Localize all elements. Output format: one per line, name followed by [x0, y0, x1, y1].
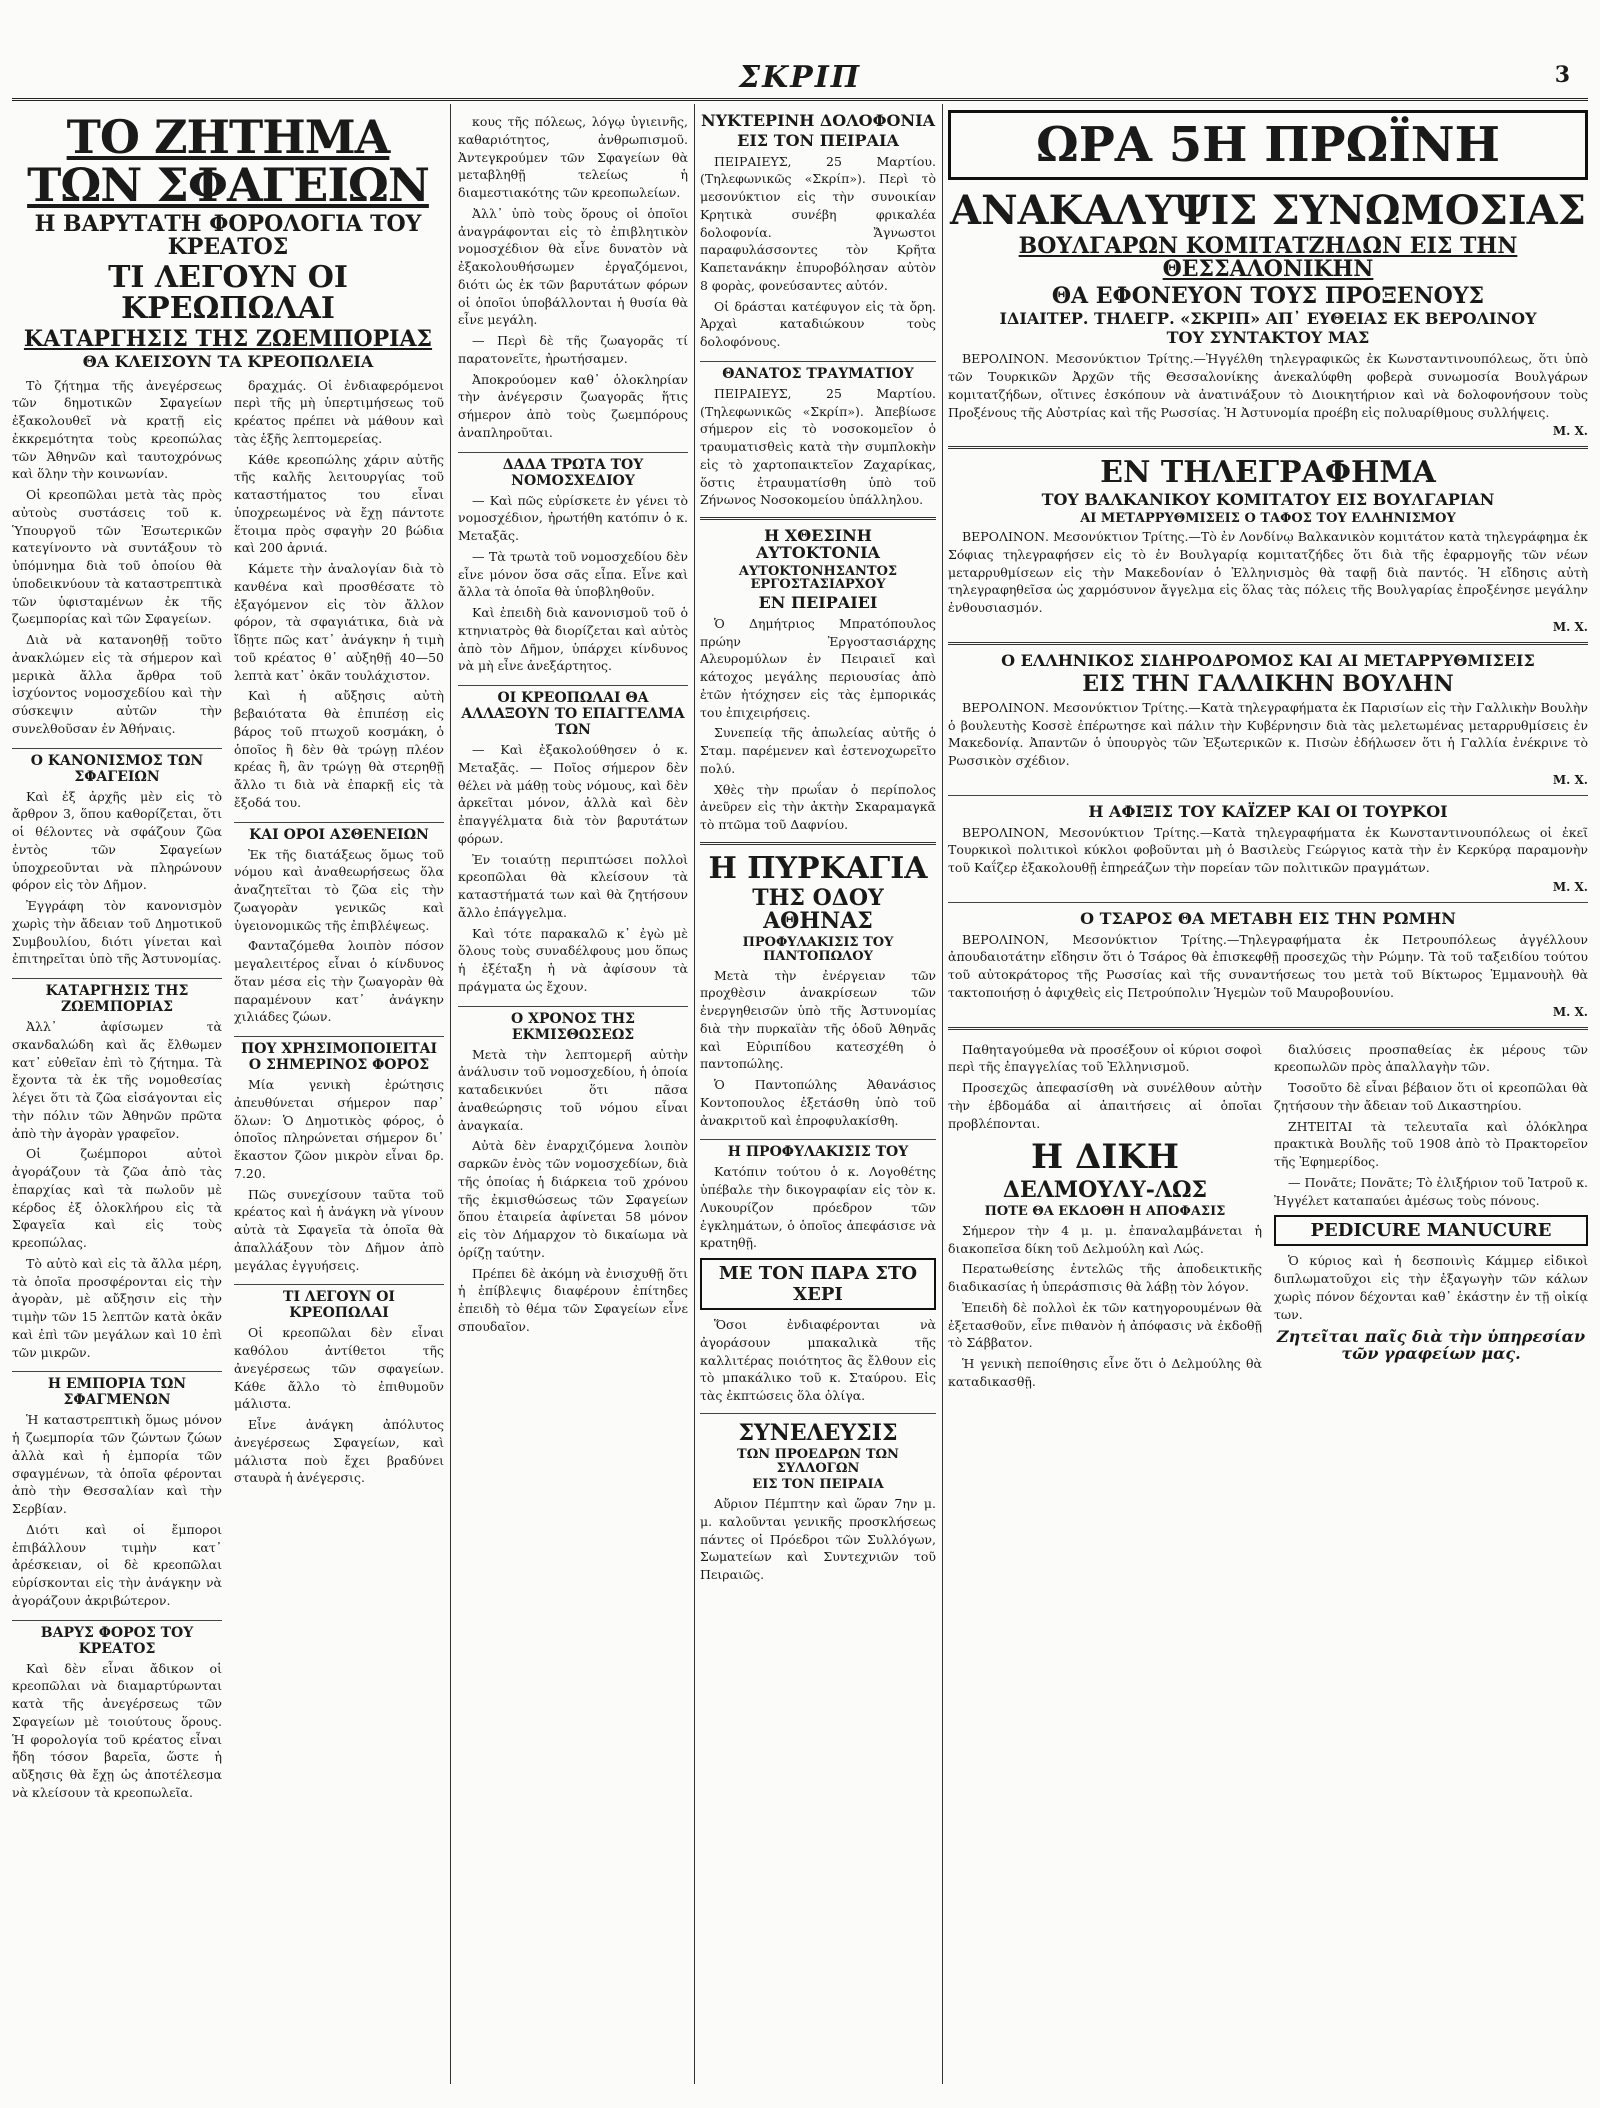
paragraph: Σήμερον τὴν 4 μ. μ. ἐπαναλαμβάνεται ἡ διακοπεῖσα δίκη τοῦ Δελμούλη καὶ Λώς.	[948, 1222, 1262, 1256]
advert-pedicure-text: Ὁ κύριος καὶ ἡ δεσποινὶς Κάμμερ εἰδικοὶ διπλωματοῦχοι εἰς τὴν ἐξαγωγὴν τῶν κάλων χωρὶς πόνον δέχονται καθ᾿ ἑκάστην ἐν τῇ οἰκίᾳ των.	[1274, 1253, 1588, 1322]
paragraph: Πῶς συνεχίσουν ταῦτα τοῦ κρέατος καὶ ἡ ἀνάγκη νὰ γίνουν αὐτὰ τὰ Σφαγεῖα τὰ ὁποῖα θὰ ἀπαλλάξουν τὸν Δῆμον ἀπὸ μεγάλας ἐγγυήσεις.	[234, 1186, 444, 1273]
section-heading: ΤΙ ΛΕΓΟΥΝ ΟΙ ΚΡΕΟΠΩΛΑΙ	[234, 1284, 444, 1321]
paragraph: ΒΕΡΟΛΙΝΟΝ, Μεσονύκτιον Τρίτης.—Κατὰ τηλεγραφήματα ἐκ Κωνσταντινουπόλεως οἱ ἐκεῖ Τουρκικοὶ πολιτικοὶ κύκλοι φοβοῦνται μὴ ὁ Βασιλεὺς Γεώργιος κατὰ τὴν ἐν Κερκύρᾳ παραμονὴν τοῦ Καΐζερ ἐξακολουθῇ ἐπηρεάζων τὴν πορείαν τῶν πολιτικῶν πραγμάτων.	[948, 824, 1588, 876]
headline-suicide-sub: ΑΥΤΟΚΤΟΝΗΣΑΝΤΟΣ ΕΡΓΟΣΤΑΣΙΑΡΧΟΥ	[738, 563, 898, 593]
headline-railway: Ο ΕΛΛΗΝΙΚΟΣ ΣΙΔΗΡΟΔΡΟΜΟΣ ΚΑΙ ΑΙ ΜΕΤΑΡΡΥΘΜΙΣΕΙΣ	[1001, 650, 1535, 670]
paragraph: Ἀλλ᾿ ὑπὸ τοὺς ὅρους οἱ ὁποῖοι ἀναγράφονται εἰς τὸ ἐπιβλητικὸν νομοσχέδιον θὰ εἶνε δυνατὸν νὰ ἐξακολουθήσωμεν ἐργαζόμενοι, διότι ὡς ἐκ τῶν βαρυτάτων φόρων οἱ ὁποῖοι ὑποβάλλονται ἡ θυσία θὰ εἶνε μεγάλη.	[458, 205, 688, 328]
paragraph: Παθηταγούμεθα νὰ προσέξουν οἱ κύριοι σοφοὶ περὶ τῆς ἐπαγγελίας τοῦ Ἑλληνισμοῦ.	[948, 1041, 1262, 1075]
paragraph: Καὶ τότε παρακαλῶ κ᾿ ἐγὼ μὲ ὅλους τοὺς συναδέλφους μου ὅπως ἡ ἐξέταξη ἡ νὰ ἀφίσουν τὰ πράγματα ὡς ἔχουν.	[458, 925, 688, 994]
subcolumn-right	[1274, 1038, 1588, 1394]
section-heading: ΘΑΝΑΤΟΣ ΤΡΑΥΜΑΤΙΟΥ	[700, 361, 936, 382]
section-heading: ΒΑΡΥΣ ΦΟΡΟΣ ΤΟΥ ΚΡΕΑΤΟΣ	[12, 1620, 222, 1657]
paragraph: ΒΕΡΟΛΙΝΟΝ. Μεσονύκτιον Τρίτης.—Ἠγγέλθη τηλεγραφικῶς ἐκ Κωνσταντινουπόλεως, ὅτι ὑπὸ τῶν Τουρκικῶν Ἀρχῶν τῆς Θεσσαλονίκης ἀνεκαλύφθη φοβερὰ συνωμοσία Βουλγάρων κομιτατζήδων, οἵτινες ἐσκόπουν νὰ ἀνατινάξουν τὸ Διοικητήριον καὶ νὰ δολοφονήσουν τοὺς Προξένους τῆς Αὐστρίας καὶ τῆς Ρωσσίας. Ἡ Ἀστυνομία προέβη εἰς πολυαρίθμους συλλήψεις.	[948, 351, 1588, 420]
paragraph: Πρέπει δὲ ἀκόμη νὰ ἐνισχυθῇ ὅτι ἡ ἐπίβλεψις διαφέρουν ἐπίτηδες ἐπειδὴ τὸ θέμα τῶν Σφαγείων εἶνε σπουδαῖον.	[458, 1265, 688, 1334]
paragraph: Τὸ αὐτὸ καὶ εἰς τὰ ἄλλα μέρη, τὰ ὁποῖα προσφέρονται εἰς τὴν ἀγορὰν, μὲ αὔξησιν εἰς τὴν τιμὴν τῶν 15 λεπτῶν κατὰ ὀκᾶν καὶ ἐπὶ τῶν μεγάλων καὶ 10 ἐπὶ τῶν μικρῶν.	[12, 1255, 222, 1360]
section-heading: ΟΙ ΚΡΕΟΠΩΛΑΙ ΘΑ ΑΛΛΑΞΟΥΝ ΤΟ ΕΠΑΓΓΕΛΜΑ ΤΩΝ	[458, 685, 688, 738]
subcolumn-left	[12, 374, 222, 1805]
paragraph: Ὅσοι ἐνδιαφέρονται νὰ ἀγοράσουν μπακαλικὰ τῆς καλλιτέρας ποιότητος ἂς ἔλθουν εἰς τὸ μπακάλικο τοῦ κ. Σταύρου. Εἰς τὰς ἐκπτώσεις ὅλα ὀλίγα.	[700, 1317, 936, 1404]
paragraph: — Καὶ ἐξακολούθησεν ὁ κ. Μεταξᾶς. — Ποῖος σήμερον δὲν θέλει νὰ μάθῃ τοὺς νόμους, καὶ δὲν ἀρκεῖται μόνον, ἀλλὰ καὶ δὲν ἐπαγγέλματα διὰ τὸν βαρυτάτων φόρων.	[458, 742, 688, 846]
headline-correspondent: ΤΟΥ ΣΥΝΤΑΚΤΟΥ ΜΑΣ	[1166, 328, 1370, 348]
paragraph: Χθὲς τὴν πρωΐαν ὁ περίπολος ἀνεῦρεν εἰς τὴν ἀκτὴν Σκαραμαγκᾶ τὸ πτῶμα τοῦ Δαφνίου.	[700, 781, 936, 833]
column-divider	[694, 104, 695, 2084]
paragraph: Συνεπείᾳ τῆς ἀπωλείας αὐτῆς ὁ Σταμ. παρέμενεν καὶ ἐστενοχωρεῖτο πολύ.	[700, 725, 936, 776]
paragraph: Οἱ δράσται κατέφυγον εἰς τὰ ὄρη. Ἀρχαὶ καταδιώκουν τοὺς δολοφόνους.	[700, 298, 936, 350]
headline-trial-sub: ΠΟΤΕ ΘΑ ΕΚΔΟΘΗ Η ΑΠΟΦΑΣΙΣ	[984, 1204, 1226, 1220]
divider	[700, 517, 936, 520]
paragraph: Καὶ ἐξ ἀρχῆς μὲν εἰς τὸ ἄρθρον 3, ὅπου καθορίζεται, ὅτι οἱ θέλοντες νὰ σφάζουν ζῶα ἐντὸς τῶν Σφαγείων ὑποχρεοῦνται νὰ πληρώνουν φόρον εἰς τὸν Δῆμον.	[12, 788, 222, 893]
section-heading: Ο ΧΡΟΝΟΣ ΤΗΣ ΕΚΜΙΣΘΩΣΕΩΣ	[458, 1006, 688, 1043]
paragraph: Ὁ Δημήτριος Μπρατόπουλος πρώην Ἐργοστασιάρχης Αλευρομύλων ἐν Πειραιεῖ καὶ κάτοχος μεγάλης περιουσίας ἀπὸ ἐτῶν ἠτόχησεν εἰς τὰς ἐμπορικάς του ἐπιχειρήσεις.	[700, 615, 936, 720]
deck-butchers-say: ΤΙ ΛΕΓΟΥΝ ΟΙ ΚΡΕΩΠΩΛΑΙ	[108, 259, 348, 327]
headline-suicide-place: ΕΝ ΠΕΙΡΑΙΕΙ	[758, 592, 878, 612]
byline: Μ. Χ.	[1552, 424, 1588, 439]
advert-wanted: Ζητεῖται παῖς διὰ τὴν ὑπηρεσίαν τῶν γραφείων μας.	[1276, 1327, 1586, 1364]
section-heading: ΠΟΥ ΧΡΗΣΙΜΟΠΟΙΕΙΤΑΙ Ο ΣΗΜΕΡΙΝΟΣ ΦΟΡΟΣ	[234, 1036, 444, 1073]
paragraph: Διότι καὶ οἱ ἔμποροι ἐπιβάλλουν τιμὴν κατ᾿ ἀρέσκειαν, οἱ δὲ κρεοπῶλαι εὑρίσκονται εἰς τὴν ἀνάγκην νὰ ἀγοράζουν ἀκριβώτερον.	[12, 1521, 222, 1608]
divider	[700, 842, 936, 845]
advert-pedicure-title: PEDICURE MANUCURE	[1274, 1215, 1588, 1246]
divider	[700, 1413, 936, 1414]
paragraph: Ἡ γενικὴ πεποίθησις εἶνε ὅτι ὁ Δελμούλης θὰ καταδικασθῇ.	[948, 1356, 1262, 1389]
masthead	[0, 58, 1600, 98]
byline: Μ. Χ.	[1552, 772, 1588, 787]
deck-abolition: ΚΑΤΑΡΓΗΣΙΣ ΤΗΣ ΖΩΕΜΠΟΡΙΑΣ	[23, 325, 433, 352]
paragraph: Αὐτὰ δὲν ἐναρχιζόμενα λοιπὸν σαρκῶν ἐνὸς τῶν νομοσχεδίων, διὰ τῆς ὁποίας ἡ διάρκεια τοῦ χρόνου τῆς ἐκμισθώσεως τῶν Σφαγείων ὅπου ἐταιρεία ἀφίνεται 58 μόνον εἰς τὸν Δήμαρχον τὸ δικαίωμα νὰ ὁρίζῃ ταύτην.	[458, 1138, 688, 1260]
headline-assembly-place: ΕΙΣ ΤΟΝ ΠΕΙΡΑΙΑ	[752, 1477, 884, 1493]
paragraph: Προσεχῶς ἀπεφασίσθη νὰ συνέλθουν αὐτὴν τὴν ἑβδομάδα αἱ ἀπαιτήσεις αἱ ὁποῖαι προβλέπονται.	[948, 1080, 1262, 1131]
headline-reforms: ΑΙ ΜΕΤΑΡΡΥΘΜΙΣΕΙΣ Ο ΤΑΦΟΣ ΤΟΥ ΕΛΛΗΝΙΣΜΟΥ	[1080, 510, 1456, 526]
headline-consuls: ΘΑ ΕΦΟΝΕΥΟΝ ΤΟΥΣ ΠΡΟΞΕΝΟΥΣ	[1051, 282, 1485, 309]
paragraph: Αὔριον Πέμπτην καὶ ὥραν 7ην μ. μ. καλοῦνται γενικῆς προσκλήσεως πάντες οἱ Πρόεδροι τῶν Συλλόγων, Σωματείων καὶ Συντεχνιῶν τοῦ Πειραιῶς.	[700, 1496, 936, 1582]
headline-trial-names: ΔΕΛΜΟΥΛΥ-ΛΩΣ	[1002, 1177, 1208, 1204]
divider	[948, 446, 1588, 449]
headline-suicide: Η ΧΘΕΣΙΝΗ ΑΥΤΟΚΤΟΝΙΑ	[756, 526, 880, 562]
paragraph: Ὁ Παντοπώλης Ἀθανάσιος Κοντοπουλος ἐξετάσθη ὑπὸ τοῦ ἀνακριτοῦ καὶ ἐπροφυλακίσθη.	[700, 1077, 936, 1128]
paragraph: ΠΕΙΡΑΙΕΥΣ, 25 Μαρτίου. (Τηλεφωνικῶς «Σκρίπ»). Ἀπεβίωσε σήμερον εἰς τὸ νοσοκομεῖον ὁ τραυματισθεὶς κατὰ τὴν συμπλοκὴν εἰς τὸ χαρτοπαικτεῖον Ζαχαρίκας, ὅστις ἐτραυματίσθη ὑπὸ τοῦ Ζήνωνος Νοσοκομείου ὑπάλληλου.	[700, 385, 936, 508]
paragraph: Οἱ ζωέμποροι αὐτοὶ ἀγοράζουν τὰ ζῶα ἀπὸ τὰς ἐπαρχίας καὶ τὰ πωλοῦν μὲ κέρδος ἐξ ὁλοκλήρου εἰς τὰ Σφαγεῖα καὶ εἰς τοὺς κρεοπώλας.	[12, 1146, 222, 1251]
paragraph: Ἡ καταστρεπτικὴ ὅμως μόνον ἡ ζωεμπορία τῶν ζώντων ζώων ἀλλὰ καὶ ἡ ἐμπορία τῶν σφαγμένων, τὰ ὁποῖα φέρονται ἀπὸ τὴν Θεσσαλίαν καὶ τὴν Σερβίαν.	[12, 1412, 222, 1517]
section-heading: Η ΠΡΟΦΥΛΑΚΙΣΙΣ ΤΟΥ	[700, 1139, 936, 1160]
column-piraeus-news	[700, 110, 936, 1587]
headline-kaiser: Η ΑΦΙΞΙΣ ΤΟΥ ΚΑΪΖΕΡ ΚΑΙ ΟΙ ΤΟΥΡΚΟΙ	[1088, 801, 1448, 821]
divider	[948, 795, 1588, 796]
paragraph: Καὶ ἡ αὔξησις αὐτὴ βεβαιότατα θὰ ἐπιπέσῃ εἰς βάρος τοῦ πτωχοῦ κοσμάκη, ὁ ὁποῖος ἢ δὲν θὰ τρώγῃ πλέον κρέας ἢ, ἂν τρώγῃ θὰ στερηθῇ ἄλλο τι διὰ νὰ ἐπαρκῇ εἰς τὰ ἔξοδά του.	[234, 688, 444, 810]
headline-telegram-sub: ΤΟΥ ΒΑΛΚΑΝΙΚΟΥ ΚΟΜΙΤΑΤΟΥ ΕΙΣ ΒΟΥΛΓΑΡΙΑΝ	[1041, 489, 1495, 509]
paragraph: Εἶνε ἀνάγκη ἀπόλυτος ἀνεγέρσεως Σφαγείων, καὶ μάλιστα ποὺ ἔχει βραδύνει σταυρὰ ἡ ἀνέγερσις.	[234, 1417, 444, 1486]
column-continuation	[458, 110, 688, 1339]
paragraph: — Πονᾶτε; Πονᾶτε; Τὸ ἐλιξήριον τοῦ Ἰατροῦ κ. Ἠγγέλετ καταπαύει ἀμέσως τοὺς πόνους.	[1274, 1174, 1588, 1208]
subcolumn-left	[948, 1038, 1262, 1394]
column-telegrams	[948, 110, 1588, 1394]
headline-fire-sub: ΠΡΟΦΥΛΑΚΙΣΙΣ ΤΟΥ ΠΑΝΤΟΠΩΛΟΥ	[742, 935, 894, 965]
paragraph: ΒΕΡΟΛΙΝΟΝ. Μεσονύκτιον Τρίτης.—Κατὰ τηλεγραφήματα ἐκ Παρισίων εἰς τὴν Γαλλικὴν Βουλὴν ὁ βουλευτὴς Κοσσὲ ἐπέρωτησε καὶ πάλιν τὴν Κυβέρνησιν διὰ τὰς μελετωμένας μεταρρυθμίσεις ἐν Μακεδονίᾳ. Ἀπαντῶν ὁ ὑπουργὸς τῶν Ἐξωτερικῶν κ. Πισὼν ἐδήλωσεν ὅτι ἡ Γαλλία ἐνέκρινε τὸ Ρωσσικὸν σχέδιον.	[948, 699, 1588, 769]
paragraph: Καὶ δὲν εἶναι ἄδικον οἱ κρεοπῶλαι νὰ διαμαρτύρωνται κατὰ τῆς ἀνεγέρσεως τῶν Σφαγείων μὲ τοιούτους ὅρους. Ἡ φορολογία τοῦ κρέατος εἶναι ἤδη τόσον βαρεῖα, ὥστε ἡ αὔξησις θὰ ἔχῃ ὡς ἀποτέλεσμα νὰ κλείσουν τὰ κρεοπωλεῖα.	[12, 1660, 222, 1800]
headline-conspiracy: ΑΝΑΚΑΛΥΨΙΣ ΣΥΝΩΜΟΣΙΑΣ	[950, 187, 1586, 235]
headline-telegram: ΕΝ ΤΗΛΕΓΡΑΦΗΜΑ	[1100, 455, 1436, 491]
late-news-banner	[948, 110, 1588, 180]
paragraph: Ἐπειδὴ δὲ πολλοὶ ἐκ τῶν κατηγορουμένων θὰ ἐξετασθοῦν, εἶνε πιθανὸν ἡ ἀπόφασις νὰ ἐκδοθῇ τὸ Σάββατον.	[948, 1299, 1262, 1351]
paragraph: Τοσοῦτο δὲ εἶναι βέβαιον ὅτι οἱ κρεοπῶλαι θὰ ζητήσουν τὴν ἄδειαν τοῦ Δικαστηρίου.	[1274, 1080, 1588, 1113]
paragraph: Καὶ ἐπειδὴ διὰ κανονισμοῦ τοῦ ὁ κτηνιατρὸς θὰ διορίζεται καὶ αὐτὸς ἀπὸ τὸν Δῆμον, ὑπάρχει κίνδυνος νὰ μὴ εἶνε ἀνεξάρτητος.	[458, 605, 688, 674]
paragraph: Μία γενικὴ ἐρώτησις ἀπευθύνεται σήμερον παρ᾿ ὅλων: Ὁ Δημοτικὸς φόρος, ὁ ὁποῖος πληρώνεται σήμερον δι᾿ ἕκαστον ζῶον μικρὸν εἶναι δρ. 7.20.	[234, 1077, 444, 1181]
byline: Μ. Χ.	[1552, 1004, 1588, 1019]
paragraph: ΒΕΡΟΛΙΝΟΝ, Μεσονύκτιον Τρίτης.—Τηλεγραφήματα ἐκ Πετρουπόλεως ἀγγέλλουν ἀπουδαιοτάτην εἴδησιν ὅτι ὁ Τσάρος θὰ ἐπισκεφθῇ προσεχῶς τὴν Ρώμην. Τὰ τοῦ ταξειδίου τούτου τοῦ αὐτοκράτορος τῆς Ρωσσίας καὶ τῆς συναντήσεως του μετὰ τοῦ Βίκτωρος Ἐμμανουὴλ θὰ τακτοποιήσῃ ὁ ἀφιχθεὶς εἰς Πετρούπολιν Ἡγεμὼν τοῦ Μαυροβουνίου.	[948, 931, 1588, 1000]
paragraph: κους τῆς πόλεως, λόγῳ ὑγιεινῆς, καθαριότητος, ἀνθρωπισμοῦ. Ἀντεγκρούμεν τῶν Σφαγείων θὰ μεταβληθῇ τελείως ἡ διαμεστιακότης τῶν κρεοπωλείων.	[458, 114, 688, 200]
paragraph: Περατωθείσης ἐντελῶς τῆς ἀποδεικτικῆς διαδικασίας ἡ ὑπεράσπισις θὰ λάβῃ τὸν λόγον.	[948, 1261, 1262, 1295]
divider	[948, 1027, 1588, 1030]
divider	[948, 902, 1588, 903]
paragraph: διαλύσεις προσπαθείας ἐκ μέρους τῶν κρεοπωλῶν πρὸς ἀπαλλαγὴν τῶν.	[1274, 1041, 1588, 1075]
paragraph: — Περὶ δὲ τῆς ζωαγορᾶς τί παρατονεῖτε, ἠρωτήσαμεν.	[458, 333, 688, 366]
column-divider	[450, 104, 451, 2084]
headline-fire: Η ΠΥΡΚΑΓΙΑ	[708, 850, 928, 886]
paragraph: Ἀποκρούομεν καθ᾿ ὁλοκληρίαν τὴν ἀνέγερσιν ζωαγορᾶς ἥτις σήμερον ἀπὸ τοὺς ζωεμπόρους ἀναπληροῦται.	[458, 371, 688, 440]
section-heading: ΚΑΙ ΟΡΟΙ ΑΣΘΕΝΕΙΩΝ	[234, 822, 444, 843]
headline-railway-sub: ΕΙΣ ΤΗΝ ΓΑΛΛΙΚΗΝ ΒΟΥΛΗΝ	[1082, 670, 1454, 697]
headline-night-murder: ΝΥΚΤΕΡΙΝΗ ΔΟΛΟΦΟΝΙΑ	[701, 111, 935, 130]
paragraph: Τὸ ζήτημα τῆς ἀνεγέρσεως τῶν δημοτικῶν Σφαγείων ἐξακολουθεῖ νὰ κρατῇ εἰς ἐκκρεμότητα τοὺς κρεοπώλας τῶν Ἀθηνῶν καὶ ταυτοχρόνως καὶ ὅλην τὴν κοινωνίαν.	[12, 377, 222, 482]
paragraph: Διὰ νὰ κατανοηθῇ τοῦτο ἀνακλώμεν εἰς τὰ σήμερον καὶ μερικὰ ἄλλα ἄρθρα τοῦ ἰσχύοντος νομοσχεδίου καὶ τὴν σύσκεψιν αὐτῶν τὴν συνελθοῦσαν ἐν Ἀθήναις.	[12, 632, 222, 736]
paragraph: ΒΕΡΟΛΙΝΟΝ. Μεσονύκτιον Τρίτης.—Τὸ ἐν Λονδίνῳ Βαλκανικὸν κομιτάτον κατὰ τηλεγράφημα ἐκ Σόφιας τηλεγραφήσεν εἰς τὸ ἐν Βουλγαρίᾳ κομιτατζήδες ὅτι διὰ τῆς ἐφαρμογῆς τῶν νέων μεταρρυθμίσεων εἰς τὴν Μακεδονίαν ὁ Ἑλληνισμὸς θὰ ταφῇ διὰ παντός. Ἡ εἴδησις αὐτὴ τηλεγραφηθεῖσα ὡς χαρμόσυνον ἄγγελμα εἰς ὅλας τὰς πόλεις τῆς Βουλγαρίας ἐπροξένησε μεγάλην ἐνθουσιασμόν.	[948, 529, 1588, 616]
paragraph: — Καὶ πῶς εὑρίσκετε ἐν γένει τὸ νομοσχέδιον, ἠρωτήθη κατόπιν ὁ κ. Μεταξᾶς.	[458, 492, 688, 543]
subcolumn-right	[234, 374, 444, 1805]
paragraph: ΖΗΤΕΙΤΑΙ τὰ τελευταῖα καὶ ὁλόκληρα πρακτικὰ Βουλῆς τοῦ 1908 ἀπὸ τὸ Πρακτορεῖον τῆς Ἐφημερίδος.	[1274, 1118, 1588, 1170]
paragraph: Μετὰ τὴν ἐνέργειαν τῶν προχθὲσιν ἀνακρίσεων τῶν ἐνεργηθεισῶν ὑπὸ τῆς Ἀστυνομίας διὰ τὴν πυρκαϊὰν τῆς ὁδοῦ Ἀθηνᾶς καὶ Εὐριπίδου κατεσχέθη ὁ παντοπώλης.	[700, 967, 936, 1072]
headline-conspiracy-sub: ΒΟΥΛΓΑΡΩΝ ΚΟΜΙΤΑΤΖΗΔΩΝ ΕΙΣ ΤΗΝ ΘΕΣΣΑΛΟΝΙΚΗΝ	[1018, 233, 1518, 283]
section-heading: ΔΑΔΑ ΤΡΩΤΑ ΤΟΥ ΝΟΜΟΣΧΕΔΙΟΥ	[458, 452, 688, 489]
section-heading: ΚΑΤΑΡΓΗΣΙΣ ΤΗΣ ΖΩΕΜΠΟΡΙΑΣ	[12, 978, 222, 1015]
headline-assembly-sub: ΤΩΝ ΠΡΟΕΔΡΩΝ ΤΩΝ ΣΥΛΛΟΓΩΝ	[737, 1447, 899, 1476]
headline-tsar: Ο ΤΣΑΡΟΣ ΘΑ ΜΕΤΑΒΗ ΕΙΣ ΤΗΝ ΡΩΜΗΝ	[1080, 908, 1456, 928]
masthead-rule	[12, 98, 1588, 101]
headline-night-murder-sub: ΕΙΣ ΤΟΝ ΠΕΙΡΑΙΑ	[737, 130, 899, 150]
paragraph: Κάθε κρεοπώλης χάριν αὐτῆς τῆς καλῆς λειτουργίας τοῦ καταστήματος του εἶναι ὑποχρεωμένος νὰ ἔχῃ πάντοτε ἕτοιμα πρὸς σφαγὴν 20 βώδια καὶ 200 ἀρνιά.	[234, 451, 444, 556]
paragraph: Μετὰ τὴν λεπτομερῆ αὐτὴν ἀνάλυσιν τοῦ νομοσχεδίου, ἡ ὁποία καταδεικνύει ὅτι πᾶσα ἀναθεώρησις τοῦ νόμου εἶναι ἀναγκαία.	[458, 1046, 688, 1133]
paragraph: ΠΕΙΡΑΙΕΥΣ, 25 Μαρτίου. (Τηλεφωνικῶς «Σκρίπ»). Περὶ τὸ μεσονύκτιον εἰς τὴν συνοικίαν Κρητικὰ συνέβη φρικαλέα δολοφονία. Ἄγνωστοι παραφυλάσσοντες τὸν Κρῆτα Καπετανάκην ἐπυροβόλησαν αὐτὸν 8 φορὰς, φονεύσαντες αὐτόν.	[700, 153, 936, 293]
paragraph: Ἀλλ᾿ ἀφίσωμεν τὰ σκανδαλώδη καὶ ἄς ἔλθωμεν κατ᾿ εὐθεῖαν ἐπὶ τὸ ζήτημα. Τὰ ἔχοντα τὰ ἐκ τῆς νομοθεσίας λέγει ὅτι τὰ ζῶα εἰσάγονται εἰς τὴν πόλιν τῶν Ἀθηνῶν πρῶτα ἀπὸ τὴν ἀγορὰν γραφεῖον.	[12, 1019, 222, 1141]
headline-advert: ΜΕ ΤΟΝ ΠΑΡΑ ΣΤΟ ΧΕΡΙ	[700, 1258, 936, 1310]
newspaper-title: ΣΚΡΙΠ	[738, 60, 862, 95]
section-heading: Ο ΚΑΝΟΝΙΣΜΟΣ ΤΩΝ ΣΦΑΓΕΙΩΝ	[12, 748, 222, 785]
headline-telegram-source: ΙΔΙΑΙΤΕΡ. ΤΗΛΕΓΡ. «ΣΚΡΙΠ» ΑΠ᾿ ΕΥΘΕΙΑΣ ΕΚ ΒΕΡΟΛΙΝΟΥ	[999, 308, 1537, 328]
deck-shops-close: ΘΑ ΚΛΕΙΣΟΥΝ ΤΑ ΚΡΕΟΠΩΛΕΙΑ	[82, 351, 374, 371]
section-heading: Η ΕΜΠΟΡΙΑ ΤΩΝ ΣΦΑΓΜΕΝΩΝ	[12, 1371, 222, 1408]
headline-slaughterhouses: ΤΟ ΖΗΤΗΜΑ ΤΩΝ ΣΦΑΓΕΙΩΝ	[27, 110, 429, 213]
paragraph: Ἐγγράφη τὸν κανονισμὸν χωρὶς τὴν ἄδειαν τοῦ Δημοτικοῦ Συμβουλίου, διότι γίνεται καὶ ἐπιτηρεῖται ὑπὸ τῆς Ἀστυνομίας.	[12, 898, 222, 967]
column-slaughterhouses	[12, 110, 444, 1805]
paragraph: Φανταζόμεθα λοιπὸν πόσον μεγαλειτέρος εἶναι ὁ κίνδυνος ὅταν μέσα εἰς τὴν ζωαγορὰν θὰ παραμένουν κατ᾿ ἀνάγκην χιλιάδες ζώων.	[234, 938, 444, 1025]
paragraph: Ἐκ τῆς διατάξεως ὅμως τοῦ νόμου καὶ ἀναθεωρήσεως ὅλα ἀναζητεῖται τὸ ζῶα εἰς τὴν ζωαγορὰν γενικῶς καὶ ὑγειονομικῶς τῆς ἐπιβλέψεως.	[234, 846, 444, 933]
paragraph: δραχμάς. Οἱ ἐνδιαφερόμενοι περὶ τῆς μὴ ὑπερτιμήσεως τοῦ κρέατος πρέπει νὰ μάθουν καὶ τὰς ἑξῆς λεπτομερείας.	[234, 377, 444, 446]
headline-assembly: ΣΥΝΕΛΕΥΣΙΣ	[738, 1419, 898, 1446]
paragraph: Ἐν τοιαύτῃ περιπτώσει πολλοὶ κρεοπῶλαι θὰ κλείσουν τὰ καταστήματά των καὶ θὰ ζητήσουν ἄλλο ἐπάγγελμα.	[458, 851, 688, 920]
page-number: 3	[1554, 62, 1570, 88]
byline: Μ. Χ.	[1552, 879, 1588, 894]
byline: Μ. Χ.	[1552, 619, 1588, 634]
paragraph: Κάμετε τὴν ἀναλογίαν διὰ τὸ κανθένα καὶ προσθέσατε τὸ ἐξαγόμενον εἰς τὸν ἄλλον φόρον, τὰ σφαγιάτικα, διὰ νὰ ἴδῃτε πῶς κατ᾿ ἀνάγκην ἡ τιμὴ τοῦ κρέατος θ᾿ αὐξηθῇ 40—50 λεπτὰ κατ᾿ ὀκᾶν τουλάχιστον.	[234, 561, 444, 683]
banner-title: ΩΡΑ 5Η ΠΡΩΪΝΗ	[1035, 117, 1501, 173]
divider	[948, 642, 1588, 645]
paragraph: Οἱ κρεοπῶλαι δὲν εἶναι καθόλου ἀντίθετοι τῆς ἀνεγέρσεως τῶν σφαγείων. Κάθε ἄλλο τὸ ἐπιθυμοῦν μάλιστα.	[234, 1325, 444, 1412]
paragraph: — Τὰ τρωτὰ τοῦ νομοσχεδίου δὲν εἶνε μόνον ὅσα σᾶς εἶπα. Εἶνε καὶ ἄλλα τὰ ὁποῖα θὰ ὑποβληθοῦν.	[458, 548, 688, 600]
paragraph: Κατόπιν τούτου ὁ κ. Λογοθέτης ὑπέβαλε τὴν δικογραφίαν εἰς τὸν κ. Λυκουρίζον πρόεδρον τῶν ἐγκλημάτων, ὁ ὁποῖος ἀπεφάσισε νὰ κρατηθῇ.	[700, 1164, 936, 1251]
column-divider	[942, 104, 943, 2084]
paragraph: Οἱ κρεοπῶλαι μετὰ τὰς πρὸς αὐτοὺς συστάσεις τοῦ κ. Ὑπουργοῦ τῶν Ἐσωτερικῶν κατεγίνοντο νὰ συντάξουν τὸ ὑπόμνημα διὰ τοῦ ὁποίου θὰ ὑποδεικνύουν τὰ καταστρεπτικὰ τῶν ὑφισταμένων ἐκ τῆς ζωεμπορίας καὶ τῶν Σφαγείων.	[12, 487, 222, 627]
deck-meat-tax: Η ΒΑΡΥΤΑΤΗ ΦΟΡΟΛΟΓΙΑ ΤΟΥ ΚΡΕΑΤΟΣ	[34, 210, 422, 260]
headline-fire-street: ΤΗΣ ΟΔΟΥ ΑΘΗΝΑΣ	[752, 885, 884, 935]
headline-trial: Η ΔΙΚΗ	[1031, 1137, 1179, 1178]
